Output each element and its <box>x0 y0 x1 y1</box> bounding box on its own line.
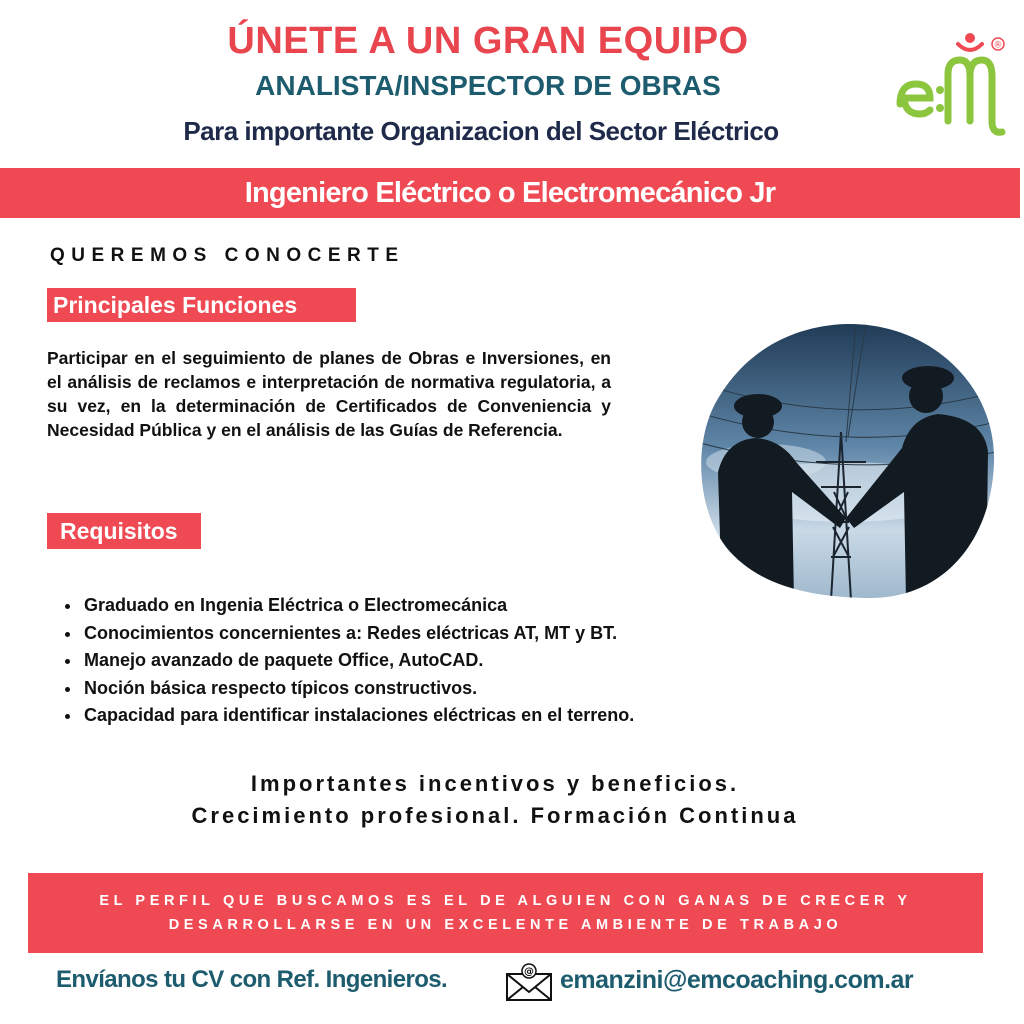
position-title: ANALISTA/INSPECTOR DE OBRAS <box>255 70 721 101</box>
requirements-list <box>58 592 634 730</box>
list-item: • Graduado en Ingenia Eléctrica o Electromecánica <box>82 592 634 620</box>
list-item: • Conocimientos concernientes a: Redes eléctricas AT, MT y BT. <box>82 620 634 648</box>
functions-heading <box>47 288 356 322</box>
role-band-label: Ingeniero Eléctrico o Electromecánico Jr <box>244 176 776 209</box>
registered-mark: ® <box>993 40 1003 51</box>
list-item: • Capacidad para identificar instalaciones eléctricas en el terreno. <box>82 702 634 730</box>
requirements-heading <box>47 513 201 549</box>
functions-text: Participar en el seguimiento de planes de Obras e Inversiones, en el análisis de reclamos e interpretación de normativa regulatoria, a su vez, en la determinación de Certificados de Conveniencia y Necesidad Pública y en el análisis de las Guías de Referencia. <box>47 348 611 440</box>
headline: ÚNETE A UN GRAN EQUIPO <box>227 20 749 62</box>
svg-text:@: @ <box>524 966 534 978</box>
role-band <box>0 168 1020 218</box>
email-link[interactable]: emanzini@emcoaching.com.ar <box>560 966 914 994</box>
requirements-heading-label: Requisitos <box>60 517 178 544</box>
benefits-line-2: Crecimiento profesional. Formación Continua <box>191 803 799 828</box>
profile-line-2: DESARROLLARSE EN UN EXCELENTE AMBIENTE DE TRABAJO <box>168 917 843 933</box>
profile-band <box>28 873 983 953</box>
tagline: Para importante Organizacion del Sector Eléctrico <box>183 116 779 146</box>
profile-line-1: EL PERFIL QUE BUSCAMOS ES EL DE ALGUIEN CON GANAS DE CRECER Y <box>99 893 912 909</box>
cv-instructions: Envíanos tu CV con Ref. Ingenieros. <box>56 966 448 993</box>
functions-heading-label: Principales Funciones <box>53 291 298 318</box>
list-item: • Noción básica respecto típicos constructivos. <box>82 675 634 703</box>
engineers-handshake-photo <box>696 322 996 600</box>
list-item: • Manejo avanzado de paquete Office, AutoCAD. <box>82 647 634 675</box>
envelope-at-icon <box>505 962 553 1002</box>
intro-heading: QUEREMOS CONOCERTE <box>50 245 405 266</box>
benefits <box>0 768 990 832</box>
em-coaching-logo <box>890 26 1010 146</box>
benefits-line-1: Importantes incentivos y beneficios. <box>250 771 740 796</box>
